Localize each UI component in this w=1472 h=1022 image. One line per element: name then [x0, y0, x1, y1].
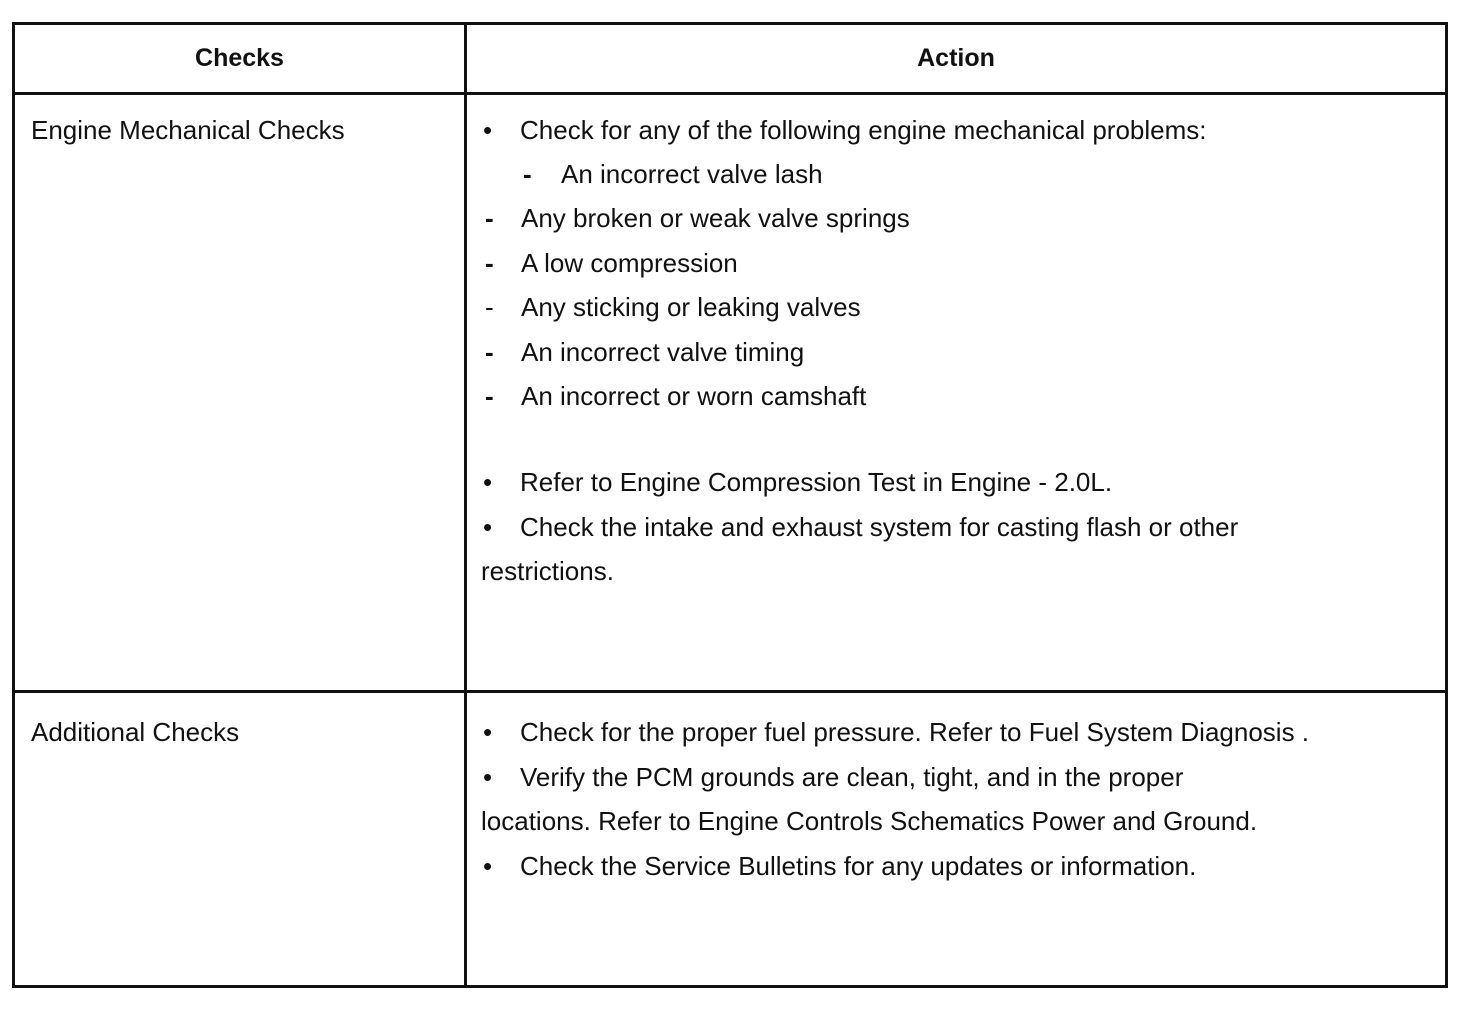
- action-subitem: Any sticking or leaking valves: [521, 292, 861, 322]
- dash-marker: -: [523, 159, 532, 189]
- action-subitem: A low compression: [521, 248, 738, 278]
- header-checks: Checks: [195, 44, 284, 72]
- dash-marker: -: [485, 381, 494, 411]
- action-item: Check for the proper fuel pressure. Refer to Fuel System Diagnosis .: [520, 717, 1310, 747]
- action-item-continuation: locations. Refer to Engine Controls Schematics Power and Ground.: [481, 806, 1258, 836]
- dash-marker: -: [485, 292, 494, 322]
- bullet-marker: •: [483, 717, 493, 747]
- bullet-marker: •: [483, 762, 493, 792]
- row-divider: [15, 690, 1445, 693]
- dash-marker: -: [485, 203, 494, 233]
- action-subitem: An incorrect valve timing: [521, 337, 805, 367]
- bullet-marker: •: [483, 115, 493, 145]
- checks-action-table: [12, 22, 1448, 988]
- check-additional: Additional Checks: [31, 717, 240, 747]
- action-item: Check for any of the following engine mechanical problems:: [520, 115, 1207, 145]
- action-item: Check the Service Bulletins for any updates or information.: [520, 851, 1197, 881]
- check-engine-mechanical: Engine Mechanical Checks: [31, 115, 345, 145]
- header-divider: [15, 92, 1445, 95]
- bullet-marker: •: [483, 851, 493, 881]
- dash-marker: -: [485, 337, 494, 367]
- action-item-continuation: restrictions.: [481, 556, 614, 586]
- dash-marker: -: [485, 248, 494, 278]
- header-action: Action: [917, 44, 995, 72]
- action-item: Check the intake and exhaust system for casting flash or other: [520, 512, 1239, 542]
- bullet-marker: •: [483, 512, 493, 542]
- column-divider: [464, 25, 467, 985]
- action-subitem: An incorrect or worn camshaft: [521, 381, 867, 411]
- bullet-marker: •: [483, 467, 493, 497]
- action-item: Refer to Engine Compression Test in Engine - 2.0L.: [520, 467, 1113, 497]
- action-item: Verify the PCM grounds are clean, tight, and in the proper: [520, 762, 1184, 792]
- action-subitem: An incorrect valve lash: [561, 159, 823, 189]
- action-subitem: Any broken or weak valve springs: [521, 203, 910, 233]
